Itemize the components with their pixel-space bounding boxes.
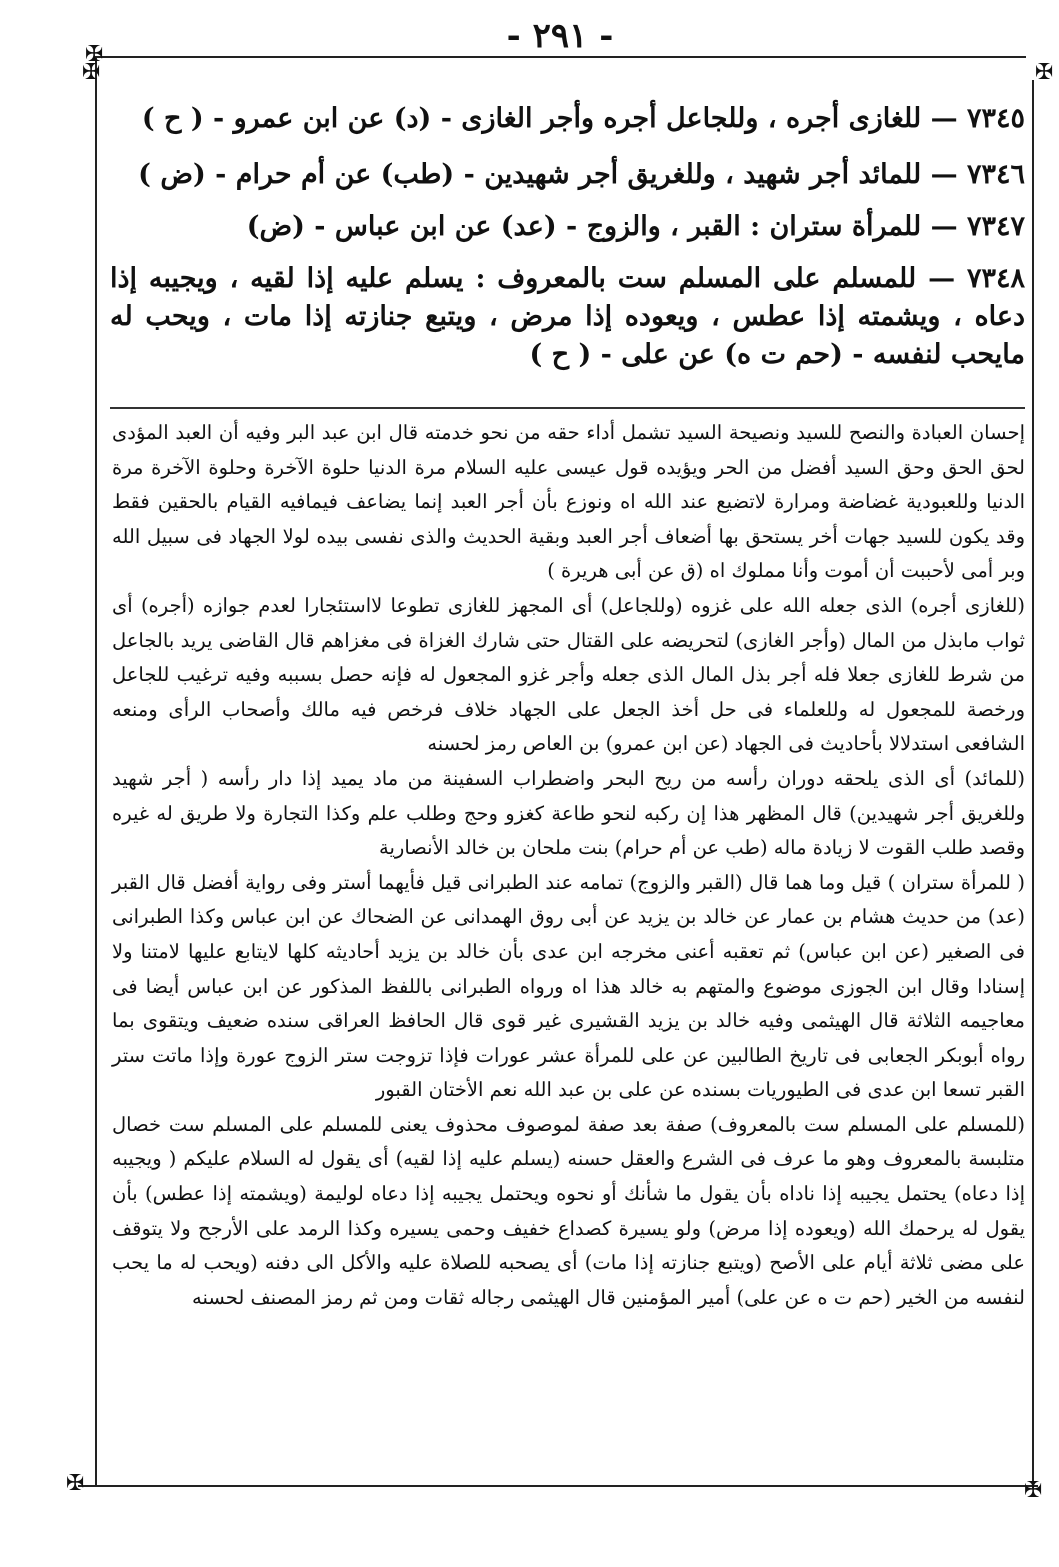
corner-ornament-icon: ✠ [1024, 1478, 1043, 1503]
commentary-paragraph: ( للمرأة ستران ) قيل وما هما قال (القبر والزوج) تمامه عند الطبرانى قيل فأيهما أستر وفى رواية أفضل قال القبر (عد) من حديث هشام بن عمار عن خالد بن يزيد عن أبى روق الهمدانى عن الضحاك عن ابن عباس وكذا الطبرانى فى الصغير (عن ابن عباس) ثم تعقبه أعنى مخرجه ابن عدى بأن خالد بن يزيد أحاديثه كلها لايتابع عليها لامتنا ولا إسنادا وقال ابن الجوزى موضوع والمتهم به خالد هذا اه ورواه الطبرانى باللفظ المذكور عن ابن عباس أيضا فى معاجيمه الثلاثة قال الهيثمى وفيه خالد بن يزيد القشيرى غير قوى قال الحافظ العراقى سنده ضعيف ويتقوى بما رواه أبوبكر الجعابى فى تاريخ الطالبين عن على للمرأة عشر عورات فإذا تزوجت ستر الزوج عورة وإذا ماتت ستر القبر تسعا ابن عدى فى الطيوريات بسنده عن على بن عبد الله نعم الأختان القبور [112, 870, 1025, 1102]
section-divider [110, 407, 1025, 409]
commentary-section [112, 416, 1025, 1315]
commentary-paragraph: إحسان العبادة والنصح للسيد ونصيحة السيد تشمل أداء حقه من نحو خدمته قال ابن عبد البر وفيه أن العبد المؤدى لحق الحق وحق السيد أفضل من الحر ويؤيده قول عيسى عليه السلام مرة الدنيا حلوة الآخرة وحلوة الآخرة مرة الدنيا وللعبودية غضاضة ومرارة لاتضيع عند الله اه ونوزع بأن أجر العبد إنما يضاعف فيمافيه القيام بالحقين فقط وقد يكون للسيد جهات أخر يستحق بها أضعاف أجر العبد وبقية الحديث والذى نفسى بيده لولا الجهاد فى سبيل الله وبر أمى لأحببت أن أموت وأنا مملوك اه (ق عن أبى هريرة ) [112, 421, 1025, 583]
corner-ornament-icon: ✠ [1035, 60, 1054, 85]
commentary-paragraph: (للغازى أجره) الذى جعله الله على غزوه (وللجاعل) أى المجهز للغازى تطوعا لااستئجارا لعدم جوازه (أجره) أى ثواب مابذل من المال (وأجر الغازى) لتحريضه على القتال حتى شارك الغزاة فى مغزاهم قال القاضى يريد بالجاعل من شرط للغازى جعلا فله أجر بذل المال الذى جعله وأجر غزو المجعول له فإنه حصل بسببه وفيه ترغيب للجاعل ورخصة للمجعول له وللعلماء فى حل أخذ الجعل على الجهاد خلاف فرخص فيه مالك وأصحاب الرأى ومنعه الشافعى استدلالا بأحاديث فى الجهاد (عن ابن عمرو) بن العاص رمز لحسنه [112, 593, 1025, 756]
hadith-7347: ٧٣٤٧ — للمرأة ستران : القبر ، والزوج - (عد) عن ابن عباس - (ض) [246, 211, 1025, 242]
commentary-paragraph: (للمائد) أى الذى يلحقه دوران رأسه من ريح البحر واضطراب السفينة من ماد يميد إذا دار رأسه ( أجر شهيد وللغريق أجر شهيدين) قال المظهر هذا إن ركبه لنحو طاعة كغزو وحج وطلب علم وكذا التجارة ولا طريق له غيره وقصد طلب القوت لا زيادة ماله (طب عن أم حرام) بنت ملحان بن خالد الأنصارية [112, 766, 1025, 860]
hadith-7348: ٧٣٤٨ — للمسلم على المسلم ست بالمعروف : يسلم عليه إذا لقيه ، ويجيبه إذا دعاه ، ويشمته إذا عطس ، ويعوده إذا مرض ، ويتبع جنازته إذا مات ، ويحب له مايحب لنفسه - (حم ت ه) عن على - ( ح ) [110, 263, 1025, 370]
frame-bottom-border [78, 1485, 1038, 1487]
corner-ornament-icon: ✠ [85, 42, 104, 67]
page-number: - ٢٩١ - [506, 16, 614, 56]
frame-right-border [1032, 80, 1034, 1488]
hadith-list [110, 100, 1025, 388]
hadith-7345: ٧٣٤٥ — للغازى أجره ، وللجاعل أجره وأجر الغازى - (د) عن ابن عمرو - ( ح ) [141, 103, 1025, 134]
corner-ornament-icon: ✠ [66, 1471, 85, 1496]
commentary-paragraph: (للمسلم على المسلم ست بالمعروف) صفة بعد صفة لموصوف محذوف يعنى للمسلم على المسلم ست خصال متلبسة بالمعروف وهو ما عرف فى الشرع والعقل حسنه (يسلم عليه إذا لقيه) أى يقول له السلام عليكم ( ويجيبه إذا دعاه) يحتمل يجيبه إذا ناداه بأن يقول ما شأنك أو نحوه ويحتمل يجيبه إذا دعاه لوليمة (ويشمته إذا عطس) بأن يقول له يرحمك الله (ويعوده إذا مرض) ولو يسيرة كصداع خفيف وحمى يسيره وكذا الرمد على الأرجح ولا يتوقف على مضى ثلاثة أيام على الأصح (ويتبع جنازته إذا مات) أى يصحبه للصلاة عليه والأكل الى دفنه (ويحب له ما يحب لنفسه من الخير (حم ت ه عن على) أمير المؤمنين قال الهيثمى رجاله ثقات ومن ثم رمز المصنف لحسنه [112, 1112, 1025, 1309]
corner-ornament-icon: ✠ [82, 60, 101, 85]
hadith-7346: ٧٣٤٦ — للمائد أجر شهيد ، وللغريق أجر شهيدين - (طب) عن أم حرام - (ض ) [138, 159, 1025, 190]
frame-left-border [95, 56, 97, 1487]
